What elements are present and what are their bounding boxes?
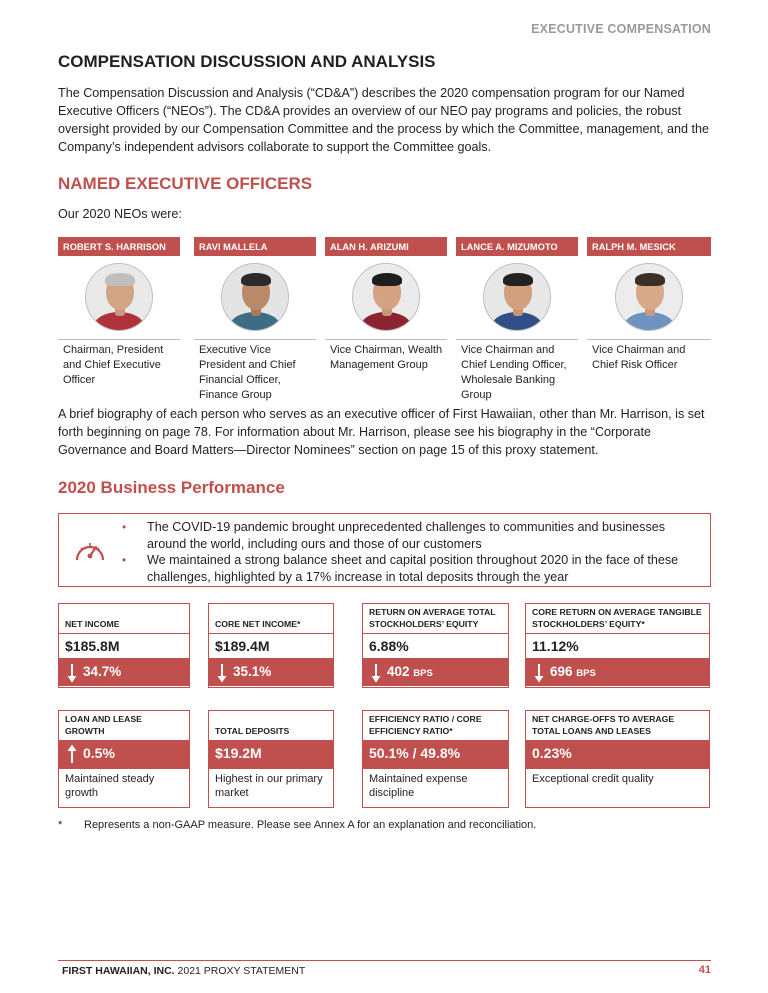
metric-value: 0.5% — [59, 741, 189, 769]
intro-paragraph: The Compensation Discussion and Analysis (“CD&A”) describes the 2020 compensation program for our Named Executive Officers (“NEOs”). The CD&A provides an overview of our NEO pay programs and policies, the robust oversight provided by our Compensation Committee and the process by which the Committee, management, and the Company’s independent advisors collaborate to support the Committee goals. — [58, 86, 710, 154]
footnote: * Represents a non-GAAP measure. Please see Annex A for an explanation and reconciliation. — [58, 819, 537, 831]
down-arrow-icon — [371, 663, 381, 683]
metric-roe — [362, 603, 509, 688]
neo-list — [58, 237, 711, 401]
neo-role: Chairman, President and Chief Executive Officer — [63, 344, 164, 386]
metric-value: 11.12% — [526, 634, 709, 659]
up-arrow-icon — [67, 744, 77, 764]
neo-card — [587, 237, 711, 397]
metric-net-charge-offs — [525, 710, 710, 808]
page-number: 41 — [698, 964, 711, 976]
metric-core-net-income — [208, 603, 334, 688]
metric-change: 34.7% — [59, 659, 189, 686]
highlights-list — [122, 519, 703, 585]
portrait-photo — [483, 263, 551, 331]
metric-note: Highest in our primary market — [215, 773, 323, 799]
metric-efficiency-ratio — [362, 710, 509, 808]
metric-total-deposits — [208, 710, 334, 808]
neo-lead-text: Our 2020 NEOs were: — [58, 207, 182, 221]
neo-card — [456, 237, 578, 401]
metric-net-income — [58, 603, 190, 688]
metric-label: RETURN ON AVERAGE TOTAL STOCKHOLDERS’ EQUITY — [363, 604, 508, 634]
portrait-photo — [85, 263, 153, 331]
neo-role: Vice Chairman and Chief Lending Officer, Wholesale Banking Group — [461, 344, 567, 401]
metric-note: Exceptional credit quality — [532, 773, 654, 785]
footer-document-title: FIRST HAWAIIAN, INC. 2021 PROXY STATEMENT — [62, 965, 306, 977]
metric-label: NET INCOME — [59, 604, 189, 634]
down-arrow-icon — [217, 663, 227, 683]
metric-label: CORE NET INCOME* — [209, 604, 333, 634]
metric-note: Maintained steady growth — [65, 773, 155, 799]
neo-name: LANCE A. MIZUMOTO — [456, 237, 578, 256]
metric-label: EFFICIENCY RATIO / CORE EFFICIENCY RATIO* — [363, 711, 508, 741]
portrait-photo — [352, 263, 420, 331]
metric-change: 402 BPS — [363, 659, 508, 686]
list-item: • The COVID-19 pandemic brought unprecedented challenges to communities and businesses around the world, including ours and those of our customers — [122, 520, 666, 551]
metric-label: CORE RETURN ON AVERAGE TANGIBLE STOCKHOLDERS’ EQUITY* — [526, 604, 709, 634]
metric-value: 0.23% — [526, 741, 709, 769]
metric-value: $185.8M — [59, 634, 189, 659]
metric-core-rote — [525, 603, 710, 688]
metric-value: 6.88% — [363, 634, 508, 659]
neo-name: ALAN H. ARIZUMI — [325, 237, 447, 256]
portrait-photo — [221, 263, 289, 331]
metric-label: NET CHARGE-OFFS TO AVERAGE TOTAL LOANS AND LEASES — [526, 711, 709, 741]
portrait-photo — [615, 263, 683, 331]
footer-divider — [58, 960, 711, 961]
neo-section-title: NAMED EXECUTIVE OFFICERS — [58, 174, 313, 193]
metric-change: 696 BPS — [526, 659, 709, 686]
neo-name: RAVI MALLELA — [194, 237, 316, 256]
speedometer-icon — [73, 536, 107, 566]
highlights-box — [58, 513, 711, 587]
neo-name: RALPH M. MESICK — [587, 237, 711, 256]
metric-note: Maintained expense discipline — [369, 773, 468, 799]
neo-card — [325, 237, 447, 397]
list-item: • We maintained a strong balance sheet and capital position throughout 2020 in the face of these challenges, highlighted by a 17% increase in total deposits through the year — [122, 553, 679, 584]
neo-role: Vice Chairman and Chief Risk Officer — [592, 344, 686, 371]
metric-label: TOTAL DEPOSITS — [209, 711, 333, 741]
neo-card — [58, 237, 180, 397]
section-header: EXECUTIVE COMPENSATION — [531, 22, 711, 36]
down-arrow-icon — [534, 663, 544, 683]
neo-role: Vice Chairman, Wealth Management Group — [330, 344, 443, 371]
neo-role: Executive Vice President and Chief Financial Officer, Finance Group — [199, 344, 296, 401]
down-arrow-icon — [67, 663, 77, 683]
metric-value: 50.1% / 49.8% — [363, 741, 508, 769]
metric-value: $19.2M — [209, 741, 333, 769]
biography-note: A brief biography of each person who serves as an executive officer of First Hawaiian, other than Mr. Harrison, is set forth beginning on page 78. For information about Mr. Harrison, please see his biography in the “Corporate Governance and Board Matters—Director Nominees” section on page 15 of this proxy statement. — [58, 407, 705, 457]
metric-change: 35.1% — [209, 659, 333, 686]
metric-value: $189.4M — [209, 634, 333, 659]
neo-name: ROBERT S. HARRISON — [58, 237, 180, 256]
neo-card — [194, 237, 316, 401]
metric-label: LOAN AND LEASE GROWTH — [59, 711, 189, 741]
page-title: COMPENSATION DISCUSSION AND ANALYSIS — [58, 52, 436, 71]
business-performance-title: 2020 Business Performance — [58, 478, 285, 497]
metric-loan-growth — [58, 710, 190, 808]
